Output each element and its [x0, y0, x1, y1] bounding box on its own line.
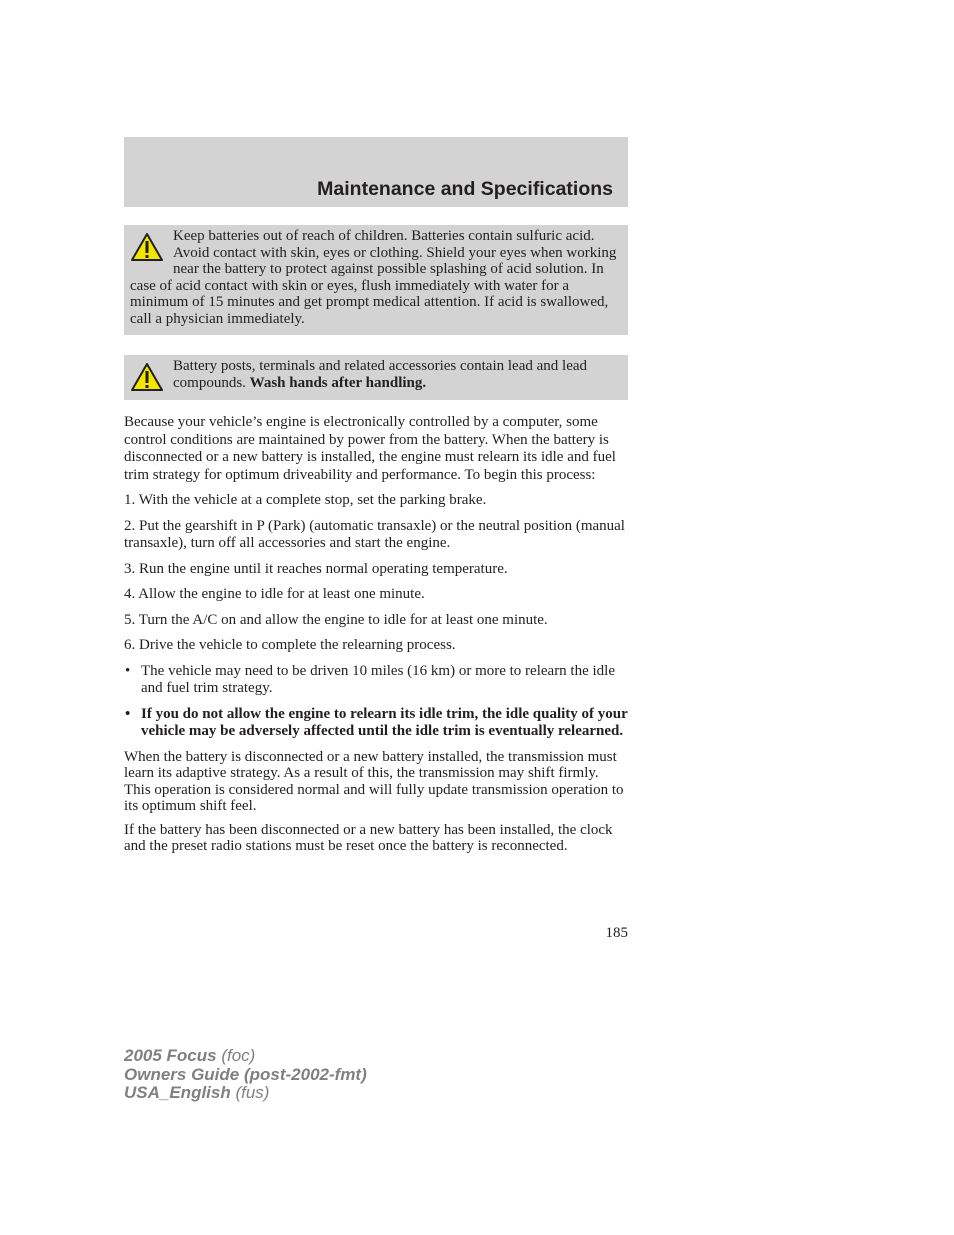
bullet-icon: • — [125, 705, 131, 722]
warning-triangle-icon — [130, 232, 164, 262]
intro-paragraph: Because your vehicle’s engine is electronically controlled by a computer, some control conditions are maintained by power from the battery. When the battery is disconnected or a new battery is installed, the engine must relearn its idle and fuel trim strategy for optimum driveability and performance. To begin this process: — [124, 414, 616, 483]
section-header — [124, 137, 628, 207]
footer-line: USA_English (fus) — [124, 1083, 270, 1102]
step-4: 4. Allow the engine to idle for at least one minute. — [124, 586, 425, 602]
warning-triangle-icon — [130, 362, 164, 392]
warning-text: Battery posts, terminals and related accessories contain lead and lead compounds. — [173, 358, 588, 391]
warning-box-battery-acid — [124, 225, 628, 335]
bullet-text: If you do not allow the engine to relearn its idle trim, the idle quality of your vehicle may be adversely affected until the idle trim is eventually relearned. — [141, 705, 628, 739]
footer-line: Owners Guide (post-2002-fmt) — [124, 1064, 367, 1084]
transmission-paragraph: When the battery is disconnected or a new battery installed, the transmission must learn its adaptive strategy. As a result of this, the transmission may shift firmly. This operation is considered normal and will fully update transmission operation to its optimum shift feel. — [124, 748, 624, 814]
page-number: 185 — [605, 925, 628, 941]
step-2: 2. Put the gearshift in P (Park) (automatic transaxle) or the neutral position (manual transaxle), turn off all accessories and start the engine. — [124, 517, 625, 551]
warning-bold-text: Wash hands after handling. — [249, 374, 427, 391]
warning-text: Keep batteries out of reach of children. Batteries contain sulfuric acid. Avoid contact with skin, eyes or clothing. Shield your eyes when working near the battery to protect against possible splashing of acid solution. In case of acid contact with skin or eyes, flush immediately with water for a minimum of 15 minutes and get prompt medical attention. If acid is swallowed, call a physician immediately. — [130, 228, 617, 327]
bullet-icon: • — [125, 662, 131, 679]
bullet-item — [124, 663, 628, 698]
step-1: 1. With the vehicle at a complete stop, set the parking brake. — [124, 492, 487, 508]
clock-radio-paragraph: If the battery has been disconnected or a new battery has been installed, the clock and the preset radio stations must be reset once the battery is reconnected. — [124, 821, 613, 854]
document-footer — [124, 1047, 367, 1103]
bullet-item-bold — [124, 706, 628, 741]
body-content — [124, 414, 628, 862]
step-5: 5. Turn the A/C on and allow the engine to idle for at least one minute. — [124, 611, 548, 628]
footer-line: 2005 Focus (foc) — [124, 1046, 256, 1065]
step-3: 3. Run the engine until it reaches normal operating temperature. — [124, 560, 508, 577]
section-title: Maintenance and Specifications — [317, 178, 613, 200]
warning-box-lead — [124, 355, 628, 400]
bullet-text: The vehicle may need to be driven 10 miles (16 km) or more to relearn the idle and fuel trim strategy. — [141, 662, 616, 696]
step-6: 6. Drive the vehicle to complete the relearning process. — [124, 637, 456, 653]
